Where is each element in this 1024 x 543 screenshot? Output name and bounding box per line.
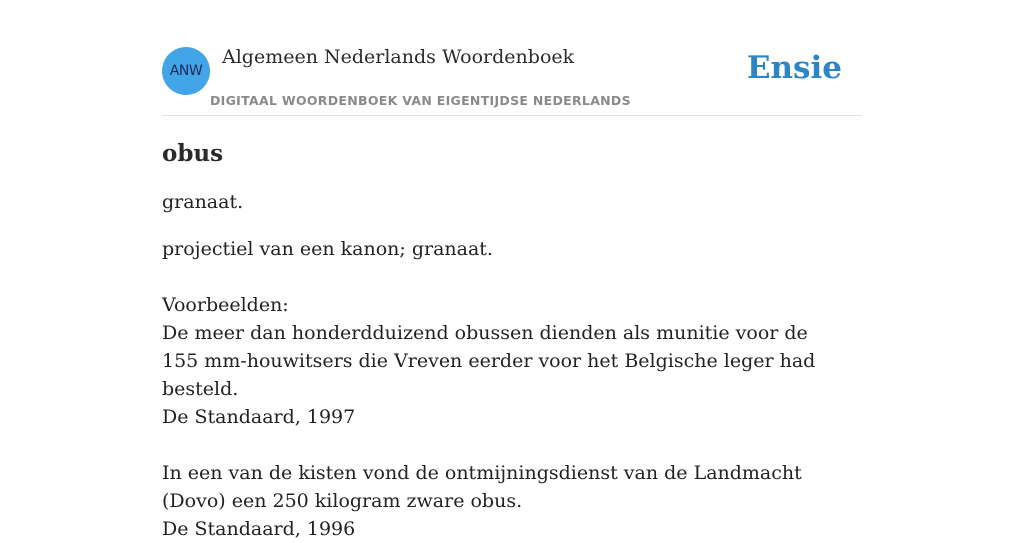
spacer: [162, 431, 842, 459]
logo-text: ANW: [169, 63, 203, 79]
site-subtitle: DIGITAAL WOORDENBOEK VAN EIGENTIJDSE NEDERLANDS: [210, 93, 631, 108]
example-text: In een van de kisten vond de ontmijningsdienst van de Landmacht (Dovo) een 250 kilogram zware obus.: [162, 462, 802, 512]
anw-logo[interactable]: [162, 47, 210, 95]
spacer: [162, 263, 842, 291]
example-text: De meer dan honderdduizend obussen dienden als munitie voor de 155 mm-houwitsers die Vreven eerder voor het Belgische leger had besteld.: [162, 322, 816, 400]
headword: obus: [162, 140, 224, 167]
examples-label: Voorbeelden:: [162, 294, 289, 316]
ensie-brand-link[interactable]: Ensie: [746, 50, 842, 86]
short-definition: granaat.: [162, 191, 244, 213]
example-source: De Standaard, 1996: [162, 518, 356, 540]
site-title[interactable]: Algemeen Nederlands Woordenboek: [222, 46, 575, 68]
site-header: [162, 38, 862, 116]
example-source: De Standaard, 1997: [162, 406, 356, 428]
definition-section: [162, 235, 842, 543]
entry-content: [162, 138, 842, 543]
definition-text: projectiel van een kanon; granaat.: [162, 238, 493, 260]
